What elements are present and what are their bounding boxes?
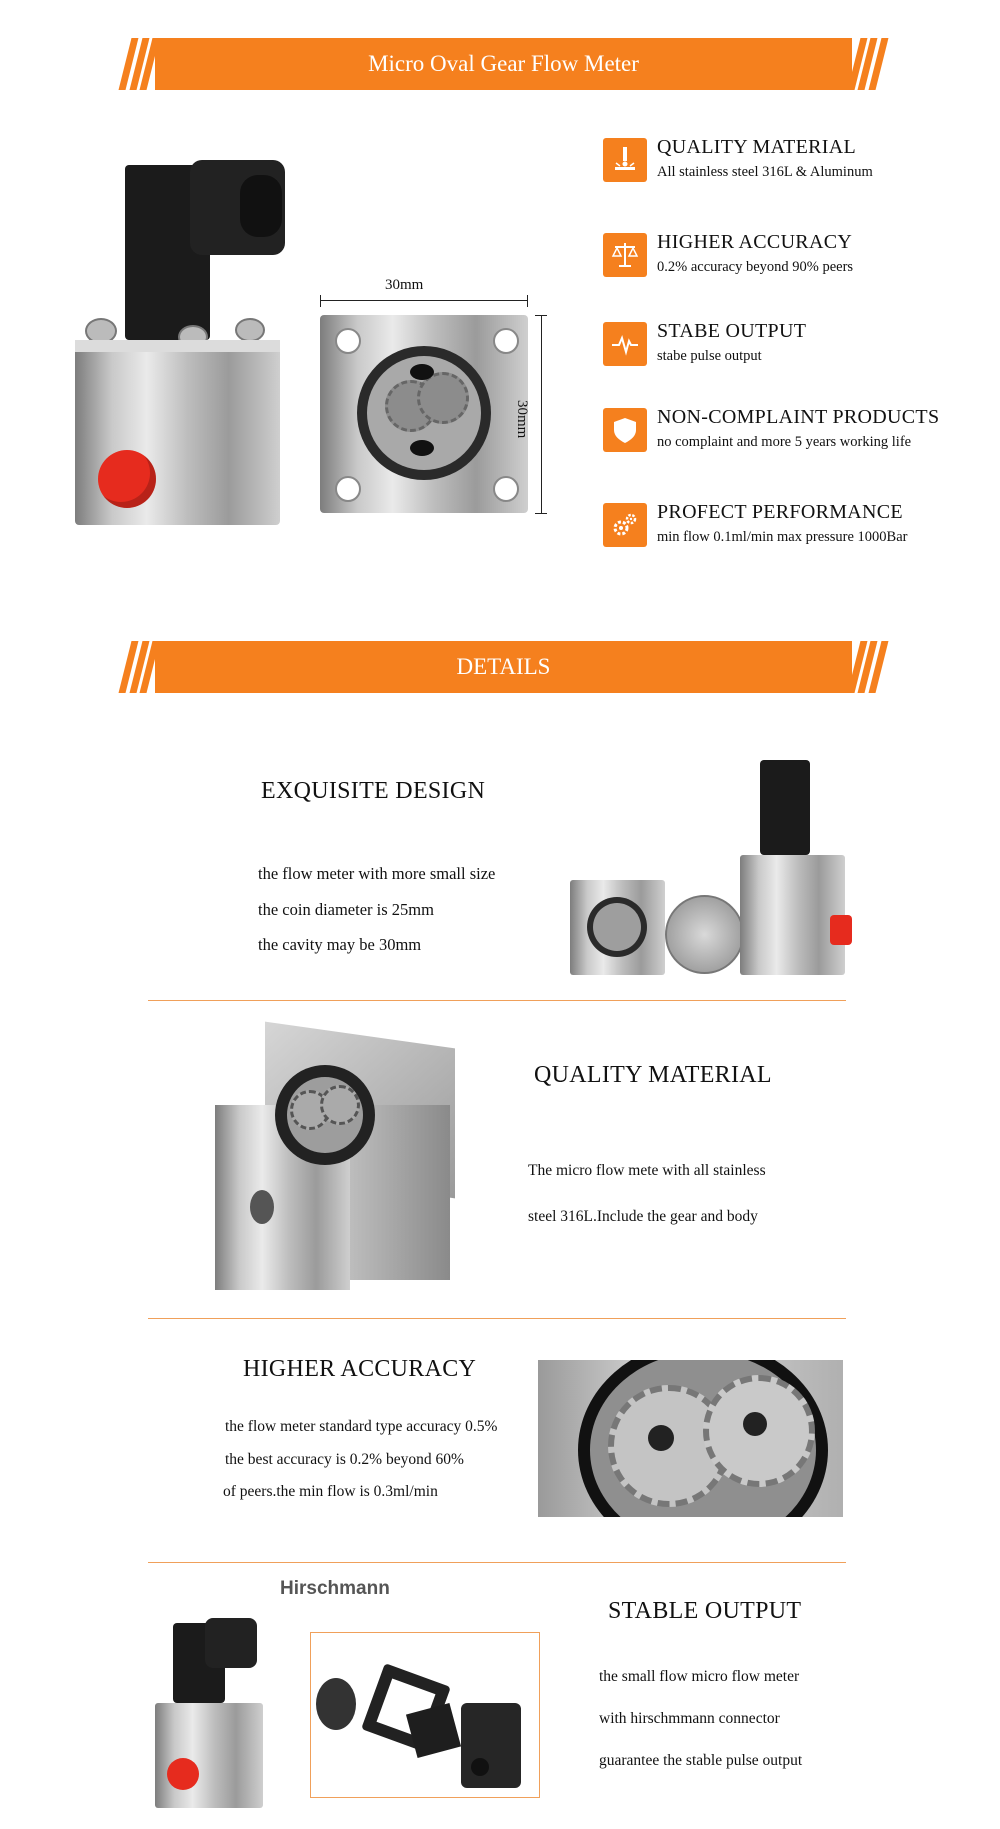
feature-title: NON-COMPLAINT PRODUCTS (657, 406, 940, 428)
feature-title: PROFECT PERFORMANCE (657, 501, 903, 523)
banner-title: DETAILS (456, 654, 551, 679)
feature-item (603, 408, 983, 468)
section-text: the cavity may be 30mm (258, 935, 422, 954)
size-comparison-image (565, 755, 855, 980)
flow-meter-image (70, 160, 285, 535)
section-text: the small flow micro flow meter (599, 1668, 800, 1685)
section-divider (148, 1562, 846, 1563)
section-title: STABLE OUTPUT (608, 1598, 802, 1624)
feature-item (603, 322, 983, 382)
brand-label: Hirschmann (280, 1578, 390, 1599)
section-divider (148, 1000, 846, 1001)
section-text: steel 316L.Include the gear and body (528, 1208, 758, 1225)
section-text: the coin diameter is 25mm (258, 900, 434, 919)
section-text: the flow meter standard type accuracy 0.5% (225, 1418, 498, 1435)
section-text: the best accuracy is 0.2% beyond 60% (225, 1451, 464, 1468)
front-view-image (305, 277, 550, 520)
section-title: EXQUISITE DESIGN (261, 778, 486, 804)
cube-body-image (210, 1030, 455, 1295)
feature-desc: 0.2% accuracy beyond 90% peers (657, 259, 854, 275)
gears-closeup-image (538, 1360, 843, 1517)
feature-item (603, 233, 983, 293)
section-divider (148, 1318, 846, 1319)
top-banner (125, 38, 882, 90)
section-title: HIGHER ACCURACY (243, 1356, 477, 1382)
feature-item (603, 138, 983, 198)
width-label: 30mm (385, 277, 424, 293)
details-banner (125, 641, 882, 693)
scale-icon (603, 233, 647, 277)
shield-icon (603, 408, 647, 452)
pulse-icon (603, 322, 647, 366)
section-text: the flow meter with more small size (258, 864, 496, 883)
feature-item (603, 503, 983, 563)
feature-title: HIGHER ACCURACY (657, 231, 853, 253)
feature-desc: stabe pulse output (657, 348, 762, 364)
connector-meter-image (145, 1618, 275, 1813)
section-title: QUALITY MATERIAL (534, 1062, 772, 1088)
banner-title: Micro Oval Gear Flow Meter (368, 51, 639, 76)
feature-desc: no complaint and more 5 years working life (657, 434, 912, 450)
weld-icon (603, 138, 647, 182)
feature-desc: min flow 0.1ml/min max pressure 1000Bar (657, 529, 908, 545)
feature-desc: All stainless steel 316L & Aluminum (657, 164, 873, 180)
section-text: The micro flow mete with all stainless (528, 1162, 766, 1179)
feature-title: STABE OUTPUT (657, 320, 807, 342)
section-text: guarantee the stable pulse output (599, 1752, 803, 1769)
feature-title: QUALITY MATERIAL (657, 136, 857, 158)
height-label: 30mm (514, 400, 530, 439)
connector-parts-image (310, 1632, 540, 1798)
section-text: with hirschmmann connector (599, 1710, 780, 1727)
gears-icon (603, 503, 647, 547)
section-text: of peers.the min flow is 0.3ml/min (223, 1483, 438, 1500)
